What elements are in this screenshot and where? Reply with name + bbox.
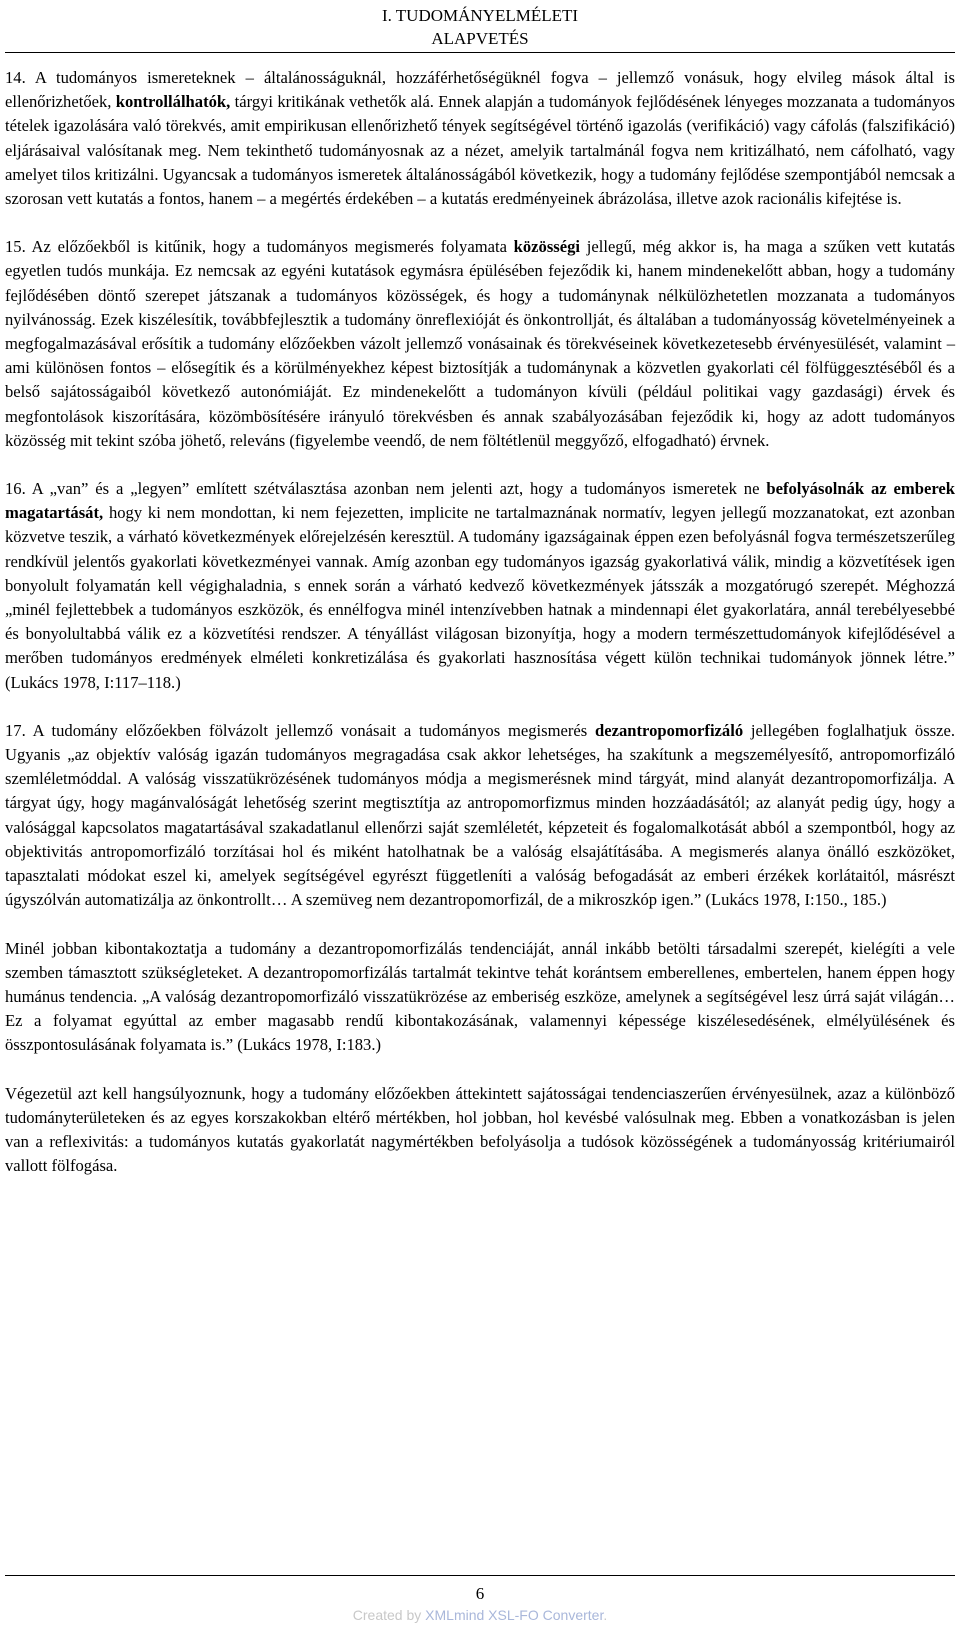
paragraph-text: 16. A „van” és a „legyen” említett szétválasztása azonban nem jelenti azt, hogy a tudományos ismeretek ne xyxy=(5,479,767,499)
running-header xyxy=(0,4,960,50)
header-line-1: I. TUDOMÁNYELMÉLETI xyxy=(381,6,579,25)
paragraph-text: tárgyi kritikának vethetők alá. Ennek alapján a tudományok fejlődésének lényeges mozzanata a tudományos tételek igazolására való törekvés, amit empirikusan ellenőrizhető tények segítségével történő igazolás (verifikáció) vagy cáfolás (falszifikáció) eljárásaival valósítanak meg. Nem tekinthető tudományosnak az a nézet, amelyik tartalmánál fogva nem kritizálható, nem cáfolható, vagy amelyet tilos kritizálni. Ugyancsak a tudományos ismeretek általánosságából következik, hogy a tudomány fejlődése szempontjából nemcsak a szorosan vett kutatás a fontos, hanem – a megértés érdekében – a kutatás eredményeinek ábrázolása, illetve azok racionális kifejtése is. xyxy=(5,92,955,209)
paragraph-text: 14. A tudományos ismereteknek – általánosságuknál, hozzáférhetőségüknél fogva – jellemző vonásuk, hogy elvileg mások által is ellenőrizhetőek, xyxy=(5,68,955,112)
footer-divider xyxy=(5,1575,955,1576)
watermark-suffix: . xyxy=(603,1607,608,1623)
paragraph-text: hogy ki nem mondottan, ki nem fejezetten, implicite ne tartalmaznának normatív, legyen jellegű mozzanatokat, ezt azonban közvetve teszik, a várható következmények előrejelzésén keresztül. A tudomány igazságainak éppen ezen befolyásnál fogva természetszerűleg rendkívül jelentős gyakorlati következményei vannak. Amíg azonban egy tudományos igazság gyakorlativá válik, mindig a közvetítések igen bonyolult folyamatán kell végighaladnia, s ennek során a várható kedvező következmények játsszák a mozgatórugó szerepét. Méghozzá „minél fejlettebbek a tudományos eszközök, és ennélfogva minél intenzívebben hatnak a mindennapi élet gyakorlatára, annál terebélyesebbé és bonyolultabbá válik ez a közvetítési rendszer. A tényállást világosan bizonyítja, hogy a modern természettudományok kifejlődésével a merőben tudományos eredmények elméleti konkretizálása és gyakorlati hasznosítása végett külön technikai tudományok jönnek létre.” (Lukács 1978, I:117–118.) xyxy=(5,503,955,692)
paragraph xyxy=(5,1082,955,1179)
emphasized-term: közösségi xyxy=(513,237,581,257)
header-divider xyxy=(5,52,955,53)
converter-watermark xyxy=(0,1606,960,1624)
paragraph xyxy=(5,235,955,453)
watermark-product: XMLmind XSL-FO Converter xyxy=(425,1607,604,1623)
emphasized-term: dezantropomorfizáló xyxy=(595,720,744,740)
header-line-2: ALAPVETÉS xyxy=(431,29,529,48)
paragraph-text: 15. Az előzőekből is kitűnik, hogy a tudományos megismerés folyamata xyxy=(5,237,514,257)
page-number: 6 xyxy=(475,1584,485,1603)
paragraph xyxy=(5,937,955,1058)
paragraph-text: jellegében foglalhatjuk össze. Ugyanis „az objektív valóság igazán tudományos megragadása csak akkor lehetséges, ha szakítunk a megszemélyesítő, antropomorfizáló szemléletmóddal. A valóság visszatükrözésének tudományos módja a megismerésnek mind tárgyát, mind alanyát dezantropomorfizálja. A tárgyat úgy, hogy magánvalóságát lehetőség szerint megtisztítja az antropomorfizmus minden hozzáadásától; az alanyát pedig úgy, hogy a valósággal kapcsolatos magatartásával szakadatlanul ellenőrzi saját szemléletét, képzeteit és fogalomalkotását abból a szempontból, hogy az objektivitás antropomorfizáló torzításai hol és miként hatolhatnak be a valóság elsajátításába. A megismerés alanya önálló eszközöket, tapasztalati módokat eszel ki, amelyek segítségével egyrészt függetleníti a valóság befogadását az emberi érzékek korlátaitól, másrészt úgyszólván automatizálja az önkontrollt… A szemüveg nem dezantropomorfizál, de a mikroszkóp igen.” (Lukács 1978, I:150., 185.) xyxy=(5,720,955,910)
paragraph xyxy=(5,66,955,211)
paragraph-text: Végezetül azt kell hangsúlyoznunk, hogy a tudomány előzőekben áttekintett sajátosságai tendenciaszerűen érvényesülnek, azaz a különböző tudományterületeken és az egyes korszakokban eltérő mértékben, hol jobban, hol kevésbé valósulnak meg. Ebben a vonatkozásban is jelen van a reflexivitás: a tudományos kutatás gyakorlatát nagymértékben befolyásolja a tudósok közösségének a tudományosság kritériumairól vallott fölfogása. xyxy=(5,1083,955,1176)
paragraph-text: Minél jobban kibontakoztatja a tudomány a dezantropomorfizálás tendenciáját, annál inkább betölti társadalmi szerepét, kielégíti a vele szemben támasztott szükségleteket. A dezantropomorfizálás tartalmát tekintve tehát korántsem emberellenes, embertelen, hanem éppen hogy humánus tendencia. „A valóság dezantropomorfizáló visszatükrözése az emberiség eszköze, amelynek a segítségével lesz úrrá saját világán… Ez a folyamat egyúttal az ember magasabb rendű kibontakozásának, valamennyi képessége kiszélesedésének, elmélyülésének és összpontosulásának folyamata is.” (Lukács 1978, I:183.) xyxy=(5,938,955,1055)
paragraph-text: 17. A tudomány előzőekben fölvázolt jellemző vonásait a tudományos megismerés xyxy=(5,720,596,740)
emphasized-term: befolyásolnák az emberek magatartását, xyxy=(5,479,955,523)
paragraph xyxy=(5,477,955,695)
body-text xyxy=(5,66,955,1202)
emphasized-term: kontrollálhatók, xyxy=(115,92,231,112)
watermark-prefix: Created by xyxy=(352,1607,426,1623)
paragraph xyxy=(5,719,955,913)
paragraph-text: jellegű, még akkor is, ha maga a szűken vett kutatás egyetlen tudós munkája. Ez nemcsak az egyéni kutatások egymásra épülésében fejeződik ki, hanem mindenekelőtt abban, hogy a tudomány fejlődésében döntő szerepet játszanak a tudományos közösségek, és hogy a tudománynak nélkülözhetetlen mozzanata a tudományos nyilvánosság. Ezek kiszélesítik, továbbfejlesztik a tudomány önreflexióját és önkontrollját, és általában a tudományosság követelményeinek a megfogalmazásával erősítik a tudomány előzőekben vázolt jellemző vonásainak és törekvéseinek következetesebb érvényesülését, valamint – ami különösen fontos – elősegítik és a körülményekhez képest biztosítják a tudománynak a közvetlen gyakorlati cél fölfüggesztéséből és a belső sajátosságaiból következő autonómiáját. Ez mindenekelőtt a tudományon kívüli (például politikai vagy gazdasági) érvek és megfontolások kiszorítására, közömbösítésére irányuló törekvésben és annak szabályozásában fejeződik ki, hogy az adott tudományos közösség mit tekint szóba jöhető, releváns (figyelembe veendő, de nem föltétlenül meggyőző, elfogadható) érvnek. xyxy=(5,237,955,450)
